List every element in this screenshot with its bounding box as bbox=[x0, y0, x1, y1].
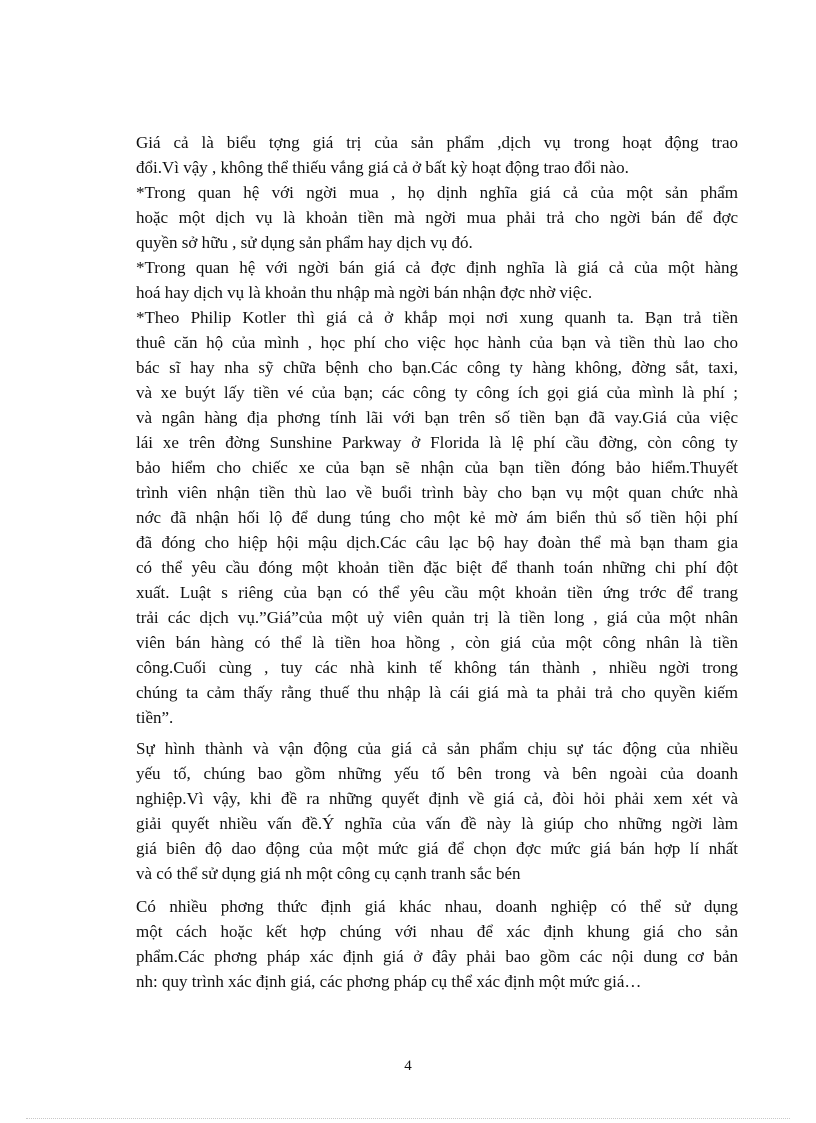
page-number: 4 bbox=[404, 1058, 412, 1074]
paragraph-gap bbox=[136, 886, 738, 894]
text-line: chúng ta cảm thấy rằng thuế thu nhập là cái giá mà ta phải trả cho quyền kiếm bbox=[136, 683, 738, 702]
text-line: công.Cuối cùng , tuy các nhà kinh tế không tán thành , nhiều ngời trong bbox=[136, 658, 738, 677]
text-line: lái xe trên đờng Sunshine Parkway ở Florida là lệ phí cầu đờng, còn công ty bbox=[136, 433, 738, 452]
paragraph bbox=[136, 255, 738, 305]
text-line: Có nhiều phơng thức định giá khác nhau, doanh nghiệp có thể sử dụng bbox=[136, 897, 738, 916]
paragraph bbox=[136, 130, 738, 180]
text-line: thuê căn hộ của mình , học phí cho việc học hành của bạn và tiền thù lao cho bbox=[136, 333, 738, 352]
text-line: *Theo Philip Kotler thì giá cả ở khắp mọi nơi xung quanh ta. Bạn trả tiền bbox=[136, 308, 738, 327]
text-line: *Trong quan hệ với ngời mua , họ dịnh nghĩa giá cả của một sản phẩm bbox=[136, 183, 738, 202]
text-line: giá biên độ dao động của một mức giá để chọn đợc mức giá bán hợp lí nhất bbox=[136, 839, 738, 858]
text-line: phẩm.Các phơng pháp xác định giá ở đây phải bao gồm các nội dung cơ bản bbox=[136, 947, 738, 966]
paragraph bbox=[136, 180, 738, 255]
paragraph bbox=[136, 894, 738, 994]
text-line: đã đóng cho hiệp hội mậu dịch.Các câu lạc bộ hay đoàn thể mà bạn tham gia bbox=[136, 533, 738, 552]
text-line: trình viên nhận tiền thù lao về buổi trình bày cho bạn vụ một quan chức nhà bbox=[136, 483, 738, 502]
text-line: có thể yêu cầu đóng một khoản tiền đặc biệt để thanh toán những chi phí đột bbox=[136, 558, 738, 577]
text-line: yếu tố, chúng bao gồm những yếu tố bên trong và bên ngoài của doanh bbox=[136, 764, 738, 783]
text-line: nghiệp.Vì vậy, khi đề ra những quyết định về giá cả, đòi hỏi phải xem xét và bbox=[136, 789, 738, 808]
text-line: và xe buýt lấy tiền vé của bạn; các công ty công ích gọi giá của mình là phí ; bbox=[136, 383, 738, 402]
text-line: *Trong quan hệ với ngời bán giá cả đợc định nghĩa là giá cả của một hàng bbox=[136, 258, 738, 277]
text-line: và ngân hàng địa phơng tính lãi với bạn trên số tiền bạn đã vay.Giá của việc bbox=[136, 408, 738, 427]
text-line: trải các dịch vụ.”Giá”của một uỷ viên quản trị là tiền long , giá của một nhân bbox=[136, 608, 738, 627]
text-line: nớc đã nhận hối lộ để dung túng cho một kẻ mờ ám biển thủ số tiền hội phí bbox=[136, 508, 738, 527]
text-line: quyền sở hữu , sử dụng sản phẩm hay dịch vụ đó. bbox=[136, 233, 473, 252]
paragraph bbox=[136, 736, 738, 886]
text-line: bác sĩ hay nha sỹ chữa bệnh cho bạn.Các công ty hàng không, đờng sắt, taxi, bbox=[136, 358, 738, 377]
text-line: một cách hoặc kết hợp chúng với nhau để xác định khung giá cho sản bbox=[136, 922, 738, 941]
text-line: bảo hiểm cho chiếc xe của bạn sẽ nhận của bạn tiền đóng bảo hiểm.Thuyết bbox=[136, 458, 738, 477]
page-bottom-divider bbox=[26, 1118, 790, 1119]
text-line: viên bán hàng có thể là tiền hoa hồng , còn giá của một công nhân là tiền bbox=[136, 633, 738, 652]
text-line: đổi.Vì vậy , không thể thiếu vắng giá cả ở bất kỳ hoạt động trao đổi nào. bbox=[136, 158, 629, 177]
text-line: Giá cả là biểu tợng giá trị của sản phẩm ,dịch vụ trong hoạt động trao bbox=[136, 133, 738, 152]
paragraph bbox=[136, 305, 738, 730]
text-line: và có thể sử dụng giá nh một công cụ cạnh tranh sắc bén bbox=[136, 864, 521, 883]
text-line: hoá hay dịch vụ là khoản thu nhập mà ngời bán nhận đợc nhờ việc. bbox=[136, 283, 593, 302]
text-line: xuất. Luật s riêng của bạn có thể yêu cầu một khoản tiền ứng trớc để trang bbox=[136, 583, 738, 602]
text-line: hoặc một dịch vụ là khoản tiền mà ngời mua phải trả cho ngời bán để đợc bbox=[136, 208, 738, 227]
body-text bbox=[136, 130, 738, 994]
text-line: nh: quy trình xác định giá, các phơng pháp cụ thể xác định một mức giá… bbox=[136, 972, 642, 991]
text-line: giải quyết nhiều vấn đề.Ý nghĩa của vấn đề này là giúp cho những ngời làm bbox=[136, 814, 738, 833]
text-line: tiền”. bbox=[136, 708, 174, 727]
text-line: Sự hình thành và vận động của giá cả sản phẩm chịu sự tác động của nhiều bbox=[136, 739, 738, 758]
